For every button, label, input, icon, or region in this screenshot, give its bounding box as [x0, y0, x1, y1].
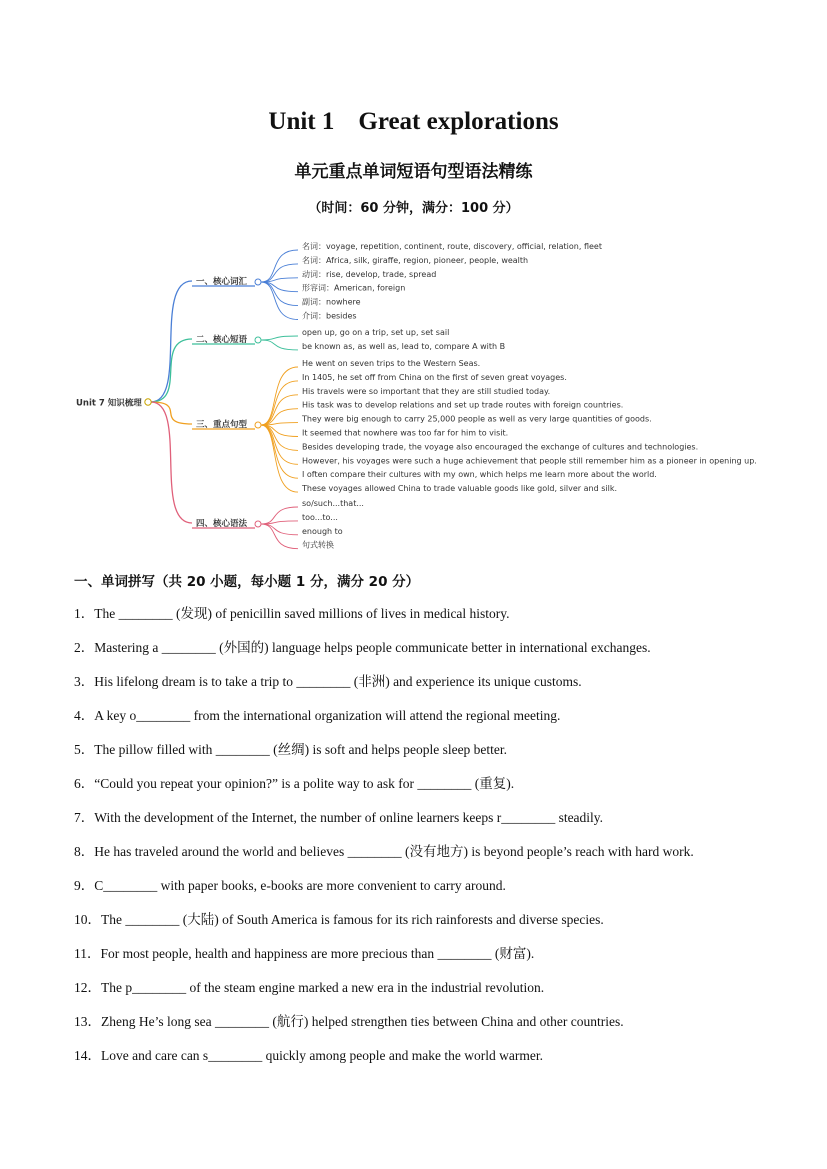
page-subtitle: 单元重点单词短语句型语法精练	[294, 162, 533, 182]
mindmap-branch-label: 四、核心语法	[196, 519, 248, 529]
question-number: 6．	[74, 776, 95, 791]
mindmap-branch-connector	[151, 339, 192, 402]
mindmap-leaf-label: 句式转换	[302, 540, 334, 550]
mindmap-leaf-label: be known as, as well as, lead to, compare A with B	[302, 341, 506, 351]
mindmap-root-dot	[145, 399, 151, 405]
question-number: 14．	[74, 1048, 101, 1063]
mindmap-leaf-label: 名词：voyage, repetition, continent, route, discovery, official, relation, fleet	[302, 242, 602, 251]
question-list	[74, 604, 794, 1080]
mindmap-leaf-label: 形容词：American, foreign	[302, 283, 406, 293]
question-number: 13．	[74, 1014, 101, 1029]
question-text: For most people, health and happiness are more precious than ________ (财富).	[100, 946, 535, 961]
mindmap-leaf-connector	[261, 425, 298, 492]
question-item	[74, 808, 794, 842]
mindmap-branch-label: 二、核心短语	[196, 335, 248, 345]
question-number: 2．	[74, 640, 95, 655]
mindmap-leaf-connector	[261, 425, 298, 450]
mindmap-leaf-label: It seemed that nowhere was too far for him to visit.	[302, 428, 509, 438]
mindmap-leaf-label: He went on seven trips to the Western Seas.	[302, 359, 481, 368]
question-text: Love and care can s________ quickly among people and make the world warmer.	[101, 1048, 543, 1063]
mindmap-branch-connector	[151, 281, 192, 402]
question-text: Mastering a ________ (外国的) language helps people communicate better in international exchanges.	[94, 640, 651, 655]
question-item	[74, 842, 794, 876]
mindmap-branch-label: 三、重点句型	[196, 420, 248, 430]
mindmap-leaf-label: These voyages allowed China to trade valuable goods like gold, silver and silk.	[302, 484, 618, 494]
mindmap-leaf-label: I often compare their cultures with my own, which helps me learn more about the world.	[302, 470, 657, 480]
knowledge-mindmap	[70, 232, 790, 557]
mindmap-leaf-label: However, his voyages were such a huge achievement that people still remember him as a pioneer in opening up.	[302, 456, 757, 466]
question-item	[74, 910, 794, 944]
question-number: 10．	[74, 912, 101, 927]
mindmap-root-label: Unit 7 知识梳理	[76, 398, 142, 409]
question-item	[74, 978, 794, 1012]
mindmap-leaf-connector	[261, 425, 298, 478]
mindmap-branch-connector	[151, 402, 192, 523]
question-number: 9．	[74, 878, 95, 893]
question-item	[74, 672, 794, 706]
question-item	[74, 638, 794, 672]
time-info: （时间：60 分钟，满分：100 分）	[308, 201, 519, 216]
question-text: He has traveled around the world and believes ________ (没有地方) is beyond people’s reach with hard work.	[94, 844, 694, 859]
mindmap-leaf-connector	[261, 282, 298, 306]
mindmap-leaf-label: 副词：nowhere	[302, 297, 361, 307]
mindmap-leaf-label: 动词：rise, develop, trade, spread	[302, 269, 437, 279]
question-number: 8．	[74, 844, 95, 859]
question-item	[74, 604, 794, 638]
question-number: 4．	[74, 708, 95, 723]
mindmap-branch-dot	[255, 337, 261, 343]
question-item	[74, 944, 794, 978]
mindmap-leaf-label: so/such...that...	[302, 499, 364, 508]
mindmap-leaf-label: too...to...	[302, 512, 338, 522]
mindmap-branch-dot	[255, 279, 261, 285]
mindmap-branch-label: 一、核心词汇	[196, 277, 248, 287]
question-item	[74, 1012, 794, 1046]
mindmap-leaf-connector	[261, 367, 298, 425]
question-number: 7．	[74, 810, 95, 825]
mindmap-leaf-label: enough to	[302, 526, 343, 536]
mindmap-leaf-label: They were big enough to carry 25,000 people as well as very large quantities of goods.	[302, 414, 652, 424]
question-item	[74, 876, 794, 910]
section-heading: 一、单词拼写（共 20 小题，每小题 1 分，满分 20 分）	[74, 574, 420, 590]
mindmap-leaf-label: open up, go on a trip, set up, set sail	[302, 328, 450, 337]
mindmap-leaf-connector	[261, 340, 298, 350]
question-text: “Could you repeat your opinion?” is a polite way to ask for ________ (重复).	[94, 776, 515, 791]
question-text: The pillow filled with ________ (丝绸) is soft and helps people sleep better.	[94, 742, 508, 757]
question-item	[74, 740, 794, 774]
mindmap-leaf-connector	[261, 282, 298, 320]
mindmap-branch-dot	[255, 422, 261, 428]
question-text: The ________ (发现) of penicillin saved millions of lives in medical history.	[94, 606, 510, 621]
mindmap-leaf-connector	[261, 336, 298, 340]
mindmap-leaf-label: Besides developing trade, the voyage also encouraged the exchange of cultures and technologies.	[302, 442, 699, 452]
mindmap-leaf-label: 介词：besides	[302, 311, 357, 321]
question-text: Zheng He’s long sea ________ (航行) helped strengthen ties between China and other countries.	[101, 1014, 624, 1029]
mindmap-leaf-connector	[261, 524, 298, 549]
question-item	[74, 774, 794, 808]
unit-number: Unit 1	[268, 108, 335, 135]
mindmap-leaf-connector	[261, 521, 298, 524]
question-number: 12．	[74, 980, 101, 995]
mindmap-leaf-label: 名词：Africa, silk, giraffe, region, pioneer, people, wealth	[302, 255, 529, 265]
mindmap-leaf-connector	[261, 524, 298, 535]
question-text: C________ with paper books, e-books are more convenient to carry around.	[94, 878, 506, 893]
mindmap-leaf-connector	[261, 278, 298, 282]
mindmap-leaf-label: His task was to develop relations and set up trade routes with foreign countries.	[302, 400, 624, 410]
question-text: The ________ (大陆) of South America is famous for its rich rainforests and diverse species.	[101, 912, 604, 927]
question-item	[74, 1046, 794, 1080]
question-text: The p________ of the steam engine marked a new era in the industrial revolution.	[101, 980, 545, 995]
question-number: 5．	[74, 742, 95, 757]
mindmap-leaf-connector	[261, 250, 298, 282]
page-title	[0, 108, 827, 136]
question-text: His lifelong dream is to take a trip to ________ (非洲) and experience its unique customs.	[94, 674, 582, 689]
mindmap-branch-connector	[151, 402, 192, 424]
question-item	[74, 706, 794, 740]
mindmap-leaf-label: His travels were so important that they are still studied today.	[302, 386, 551, 396]
question-number: 11．	[74, 946, 101, 961]
question-text: With the development of the Internet, the number of online learners keeps r________ steadily.	[94, 810, 604, 825]
mindmap-branch-dot	[255, 521, 261, 527]
mindmap-leaf-connector	[261, 395, 298, 425]
mindmap-leaf-label: In 1405, he set off from China on the first of seven great voyages.	[302, 372, 567, 382]
question-number: 1．	[74, 606, 95, 621]
unit-title: Great explorations	[358, 108, 559, 135]
question-text: A key o________ from the international organization will attend the regional meeting.	[94, 708, 561, 723]
question-number: 3．	[74, 674, 95, 689]
